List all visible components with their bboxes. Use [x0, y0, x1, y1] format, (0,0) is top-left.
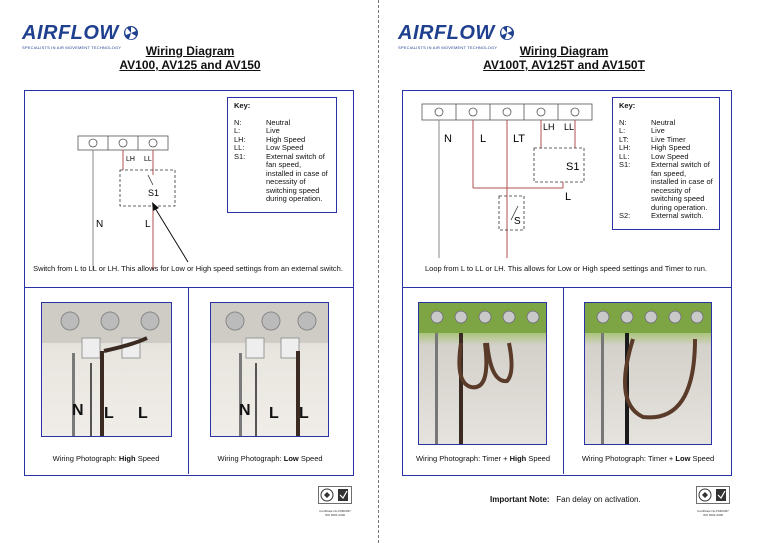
key-description: External switch of fan speed, installed in case of necessity of switching speed during operation.	[266, 151, 328, 203]
caption-bold: Low	[675, 454, 691, 463]
label-s1: S1	[566, 161, 580, 173]
terminal-block-image	[419, 303, 546, 444]
svg-text:L: L	[104, 405, 114, 422]
certification-logo-icon	[318, 486, 352, 504]
logo-text: AIRFLOW	[22, 22, 119, 44]
key-symbol: LL:	[619, 151, 630, 161]
label-n: N	[96, 219, 104, 230]
terminal-block-image	[42, 303, 171, 436]
key-symbol: N:	[619, 117, 627, 127]
airflow-logo	[22, 22, 139, 45]
right-key-box	[612, 97, 720, 230]
terminal-block-image	[211, 303, 328, 436]
left-cert-block	[318, 486, 352, 517]
fan-logo-icon	[123, 25, 139, 41]
label-l2: L	[565, 191, 572, 203]
important-note	[490, 495, 641, 504]
key-symbol: LH:	[234, 134, 246, 144]
logo-text: AIRFLOW	[398, 22, 495, 44]
key-description: Low Speed	[651, 151, 689, 161]
label-lh: LH	[543, 122, 555, 132]
key-row	[619, 119, 713, 128]
caption-prefix: Wiring Photograph:	[217, 454, 282, 463]
key-description: High Speed	[266, 134, 306, 144]
caption-suffix: Speed	[300, 454, 323, 463]
caption-bold: High	[118, 454, 136, 463]
key-symbol: N:	[234, 117, 242, 127]
left-key-box	[227, 97, 337, 213]
cert-text: Certificate No.FM00397 ISO 9001:2000	[319, 509, 351, 517]
caption-suffix: Speed	[692, 454, 715, 463]
right-photo-low-speed	[584, 302, 712, 445]
page-divider	[378, 0, 379, 543]
caption-prefix: Wiring Photograph: Timer +	[581, 454, 674, 463]
svg-text:L: L	[299, 405, 309, 422]
right-photo1-caption	[403, 454, 563, 463]
terminal-block-image	[585, 303, 711, 444]
key-description: High Speed	[651, 143, 691, 152]
label-n: N	[444, 133, 452, 145]
caption-suffix: Speed	[137, 454, 160, 463]
caption-prefix: Wiring Photograph: Timer +	[415, 454, 508, 463]
caption-suffix: Speed	[528, 454, 551, 463]
left-photo-low-speed	[210, 302, 329, 437]
svg-text:L: L	[269, 405, 279, 422]
title-line-1: Wiring Diagram	[519, 44, 609, 58]
label-lh: LH	[126, 156, 135, 163]
svg-text:L: L	[138, 405, 148, 422]
left-photo2-caption	[190, 454, 350, 463]
fan-logo-icon	[499, 25, 515, 41]
right-diagram-caption: Loop from L to LL or LH. This allows for Low or High speed settings and Timer to run.	[425, 264, 707, 273]
svg-text:N: N	[72, 402, 84, 419]
key-symbol: LT:	[619, 134, 629, 144]
caption-prefix: Wiring Photograph:	[52, 454, 117, 463]
right-title	[464, 44, 664, 72]
key-description: Live	[266, 126, 280, 135]
key-symbol: S1:	[234, 151, 246, 161]
left-photo-high-speed	[41, 302, 172, 437]
key-row	[234, 119, 330, 128]
logo-tagline: SPECIALISTS IN AIR MOVEMENT TECHNOLOGY	[398, 45, 498, 50]
right-cert-block	[696, 486, 730, 517]
key-description: Live Timer	[651, 134, 686, 144]
airflow-logo	[398, 22, 515, 45]
certification-logo-icon	[696, 486, 730, 504]
key-symbol: S2:	[619, 211, 631, 220]
label-lt: LT	[513, 133, 526, 145]
important-note-label: Important Note:	[490, 495, 550, 504]
label-l: L	[145, 219, 151, 230]
left-diagram-caption: Switch from L to LL or LH. This allows for Low or High speed settings from an external switch.	[33, 264, 343, 273]
logo-tagline: SPECIALISTS IN AIR MOVEMENT TECHNOLOGY	[22, 45, 122, 50]
key-symbol: L:	[619, 126, 626, 135]
left-photo1-caption	[26, 454, 186, 463]
key-row	[619, 161, 713, 212]
key-heading: Key:	[619, 101, 636, 110]
right-wiring-diagram	[418, 98, 598, 258]
label-s: S	[514, 216, 521, 227]
key-symbol: LH:	[619, 143, 631, 152]
label-ll: LL	[144, 156, 152, 163]
caption-bold: Low	[283, 454, 299, 463]
key-symbol: LL:	[234, 143, 245, 152]
left-title	[90, 44, 290, 72]
svg-text:N: N	[239, 402, 251, 419]
pointer-arrow-icon	[150, 200, 190, 265]
key-row	[234, 153, 330, 204]
key-description: Neutral	[266, 117, 291, 127]
key-description: External switch.	[651, 211, 704, 220]
cert-text: Certificate No.FM00397 ISO 9001:2000	[697, 509, 729, 517]
label-ll: LL	[564, 122, 575, 132]
right-photo2-caption	[566, 454, 730, 463]
key-description: Low Speed	[266, 143, 304, 152]
title-line-1: Wiring Diagram	[145, 44, 235, 58]
key-symbol: L:	[234, 126, 241, 135]
key-heading: Key:	[234, 101, 251, 110]
title-line-2: AV100, AV125 and AV150	[119, 58, 261, 72]
caption-bold: High	[509, 454, 527, 463]
key-description: Live	[651, 126, 665, 135]
title-line-2: AV100T, AV125T and AV150T	[483, 58, 645, 72]
right-grid-vline	[563, 287, 564, 474]
right-grid-hline	[402, 287, 731, 288]
key-row	[619, 212, 713, 221]
label-s1: S1	[148, 188, 160, 198]
key-description: Neutral	[651, 117, 676, 127]
important-note-text: Fan delay on activation.	[556, 495, 641, 504]
label-l: L	[480, 133, 487, 145]
key-description: External switch of fan speed, installed in case of necessity of switching speed during operation.	[651, 160, 713, 212]
right-photo-high-speed	[418, 302, 547, 445]
key-symbol: S1:	[619, 160, 631, 169]
left-grid-vline	[188, 287, 189, 474]
